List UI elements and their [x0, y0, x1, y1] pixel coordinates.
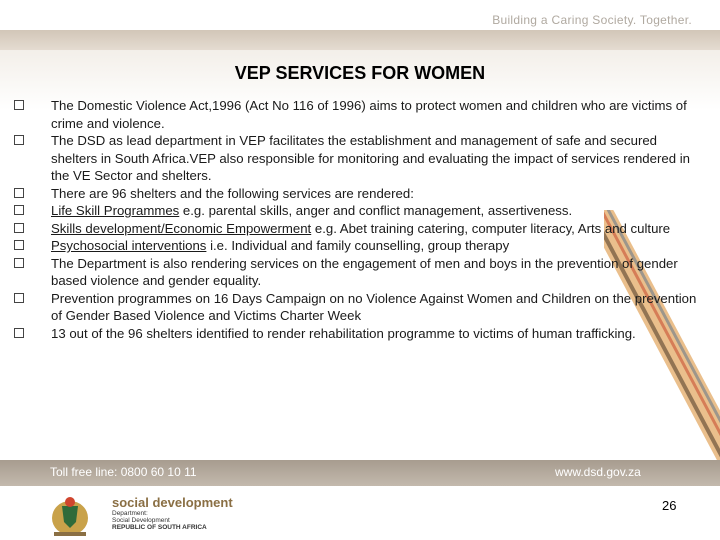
checkbox-bullet-icon: [14, 100, 24, 110]
bullet-text: e.g. Abet training catering, computer literacy, Arts and culture: [311, 220, 671, 236]
list-item: [14, 202, 704, 220]
bullet-text: The Department is also rendering services on the engagement of men and boys in the prevention of gender based violence and gender equality.: [51, 255, 678, 288]
dept-line-3: REPUBLIC OF SOUTH AFRICA: [112, 524, 207, 531]
bullet-lead: Psychosocial interventions: [51, 238, 207, 253]
checkbox-bullet-icon: [14, 135, 24, 145]
checkbox-bullet-icon: [14, 240, 24, 250]
bullet-text: 13 out of the 96 shelters identified to render rehabilitation programme to victims of human trafficking.: [51, 325, 636, 341]
bullet-text: The Domestic Violence Act,1996 (Act No 116 of 1996) aims to protect women and children who are victims of crime and violence.: [51, 98, 687, 131]
list-item: [14, 237, 704, 255]
coat-of-arms-icon: [40, 492, 100, 538]
bullet-lead: Life Skill Programmes: [51, 203, 180, 218]
bullet-list: [14, 97, 704, 342]
list-item: [14, 132, 704, 185]
slogan: Building a Caring Society. Together.: [492, 13, 692, 27]
checkbox-bullet-icon: [14, 328, 24, 338]
list-item: [14, 290, 704, 325]
tollfree-line: Toll free line: 0800 60 10 11: [50, 465, 197, 479]
list-item: [14, 185, 704, 203]
bullet-text: e.g. parental skills, anger and conflict management, assertiveness.: [179, 203, 573, 218]
brand-name: social development: [112, 495, 233, 510]
header-band: [0, 30, 720, 52]
checkbox-bullet-icon: [14, 293, 24, 303]
bullet-text: i.e. Individual and family counselling, group therapy: [206, 238, 510, 253]
list-item: [14, 220, 704, 238]
page-number: 26: [662, 498, 677, 513]
checkbox-bullet-icon: [14, 205, 24, 215]
bullet-text: The DSD as lead department in VEP facilitates the establishment and management of safe and secured shelters in South Africa.VEP also responsible for monitoring and evaluating the impact of services rendered in the VE Sector and shelters.: [51, 133, 690, 183]
list-item: [14, 255, 704, 290]
bullet-text: Prevention programmes on 16 Days Campaign on no Violence Against Women and Children on the prevention of Gender Based Violence and Victims Charter Week: [51, 290, 697, 323]
checkbox-bullet-icon: [14, 258, 24, 268]
bullet-lead: Skills development/Economic Empowerment: [51, 220, 312, 236]
dept-line-2: Social Development: [112, 517, 170, 524]
slide-title: VEP SERVICES FOR WOMEN: [234, 63, 486, 83]
website-url: www.dsd.gov.za: [555, 465, 641, 479]
department-logo-text: [112, 495, 233, 531]
checkbox-bullet-icon: [14, 188, 24, 198]
list-item: [14, 325, 704, 343]
checkbox-bullet-icon: [14, 223, 24, 233]
list-item: [14, 97, 704, 132]
dept-line-1: Department:: [112, 510, 148, 517]
bullet-text: There are 96 shelters and the following services are rendered:: [51, 185, 414, 201]
